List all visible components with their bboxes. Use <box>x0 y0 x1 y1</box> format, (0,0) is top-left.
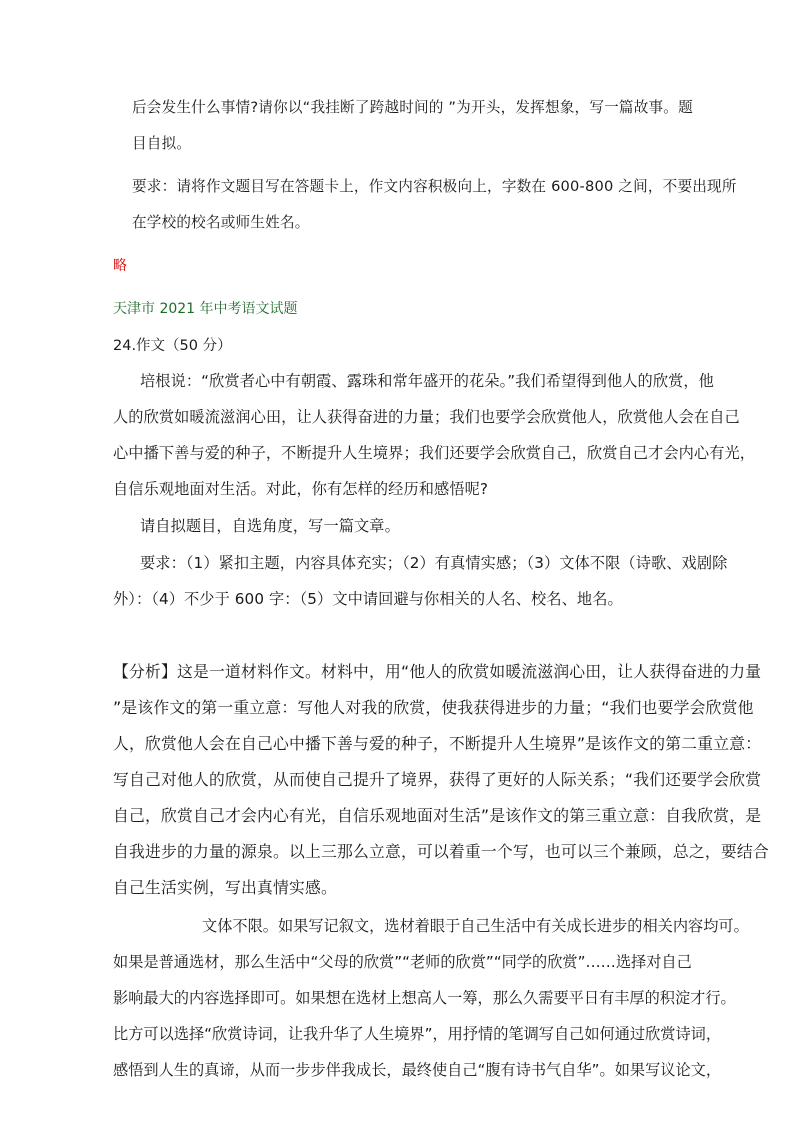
question-body-line-1: 培根说：“欣赏者心中有朝霞、露珠和常年盛开的花朵。”我们希望得到他人的欣赏，他 <box>140 372 714 390</box>
prompt-requirement-line-1: 要求：请将作文题目写在答题卡上，作文内容积极向上，字数在 600-800 之间，不要出现所 <box>132 178 737 195</box>
analysis-line-5: 自己，欣赏自己才会内心有光，自信乐观地面对生活”是该作文的第三重立意：自我欣赏，是 <box>113 806 762 825</box>
guidance-line-2: 如果是普通选材，那么生活中“父母的欣赏”“老师的欣赏”“同学的欣赏”……选择对自己 <box>113 953 692 971</box>
prompt-line-1: 后会发生什么事情?请你以“我挂断了跨越时间的 ”为开头，发挥想象，写一篇故事。题 <box>132 99 693 116</box>
question-body-line-4: 自信乐观地面对生活。对此，你有怎样的经历和感悟呢? <box>113 480 489 498</box>
analysis-text: 这是一道材料作文。材料中，用“他人的欣赏如暖流滋润心田，让人获得奋进的力量 <box>177 662 762 681</box>
analysis-label: 【分析】 <box>113 662 177 681</box>
analysis-line-3: 人，欣赏他人会在自己心中播下善与爱的种子，不断提升人生境界”是该作文的第二重立意： <box>113 734 762 753</box>
guidance-line-5: 感悟到人生的真谛，从而一步步伴我成长，最终使自己“腹有诗书气自华”。如果写议论文， <box>113 1061 722 1079</box>
analysis-line-4: 写自己对他人的欣赏，从而使自己提升了境界，获得了更好的人际关系；“我们还要学会欣赏 <box>113 770 762 789</box>
answer-marker: 略 <box>113 258 127 274</box>
analysis-line-6: 自我进步的力量的源泉。以上三那么立意，可以着重一个写，也可以三个兼顾，总之，要结合 <box>113 842 769 861</box>
analysis-line-2: ”是该作文的第一重立意：写他人对我的欣赏，使我获得进步的力量；“我们也要学会欣赏他 <box>113 698 754 717</box>
question-body-line-2: 人的欣赏如暖流滋润心田，让人获得奋进的力量；我们也要学会欣赏他人，欣赏他人会在自己 <box>113 408 740 426</box>
guidance-line-3: 影响最大的内容选择即可。如果想在选材上想高人一筹，那么久需要平日有丰厚的积淀才行。 <box>113 989 736 1007</box>
question-body-line-7: 外）：（4）不少于 600 字：（5）文中请回避与你相关的人名、校名、地名。 <box>113 590 623 608</box>
section-title: 天津市 2021 年中考语文试题 <box>113 301 298 317</box>
question-body-line-5: 请自拟题目，自选角度，写一篇文章。 <box>140 517 400 535</box>
question-number: 24.作文（50 分） <box>113 338 232 354</box>
question-body-line-6: 要求：（1）紧扣主题，内容具体充实；（2）有真情实感；（3）文体不限（诗歌、戏剧除 <box>140 554 728 572</box>
prompt-line-2: 目自拟。 <box>132 135 192 152</box>
analysis-line-1 <box>113 664 761 680</box>
prompt-requirement-line-2: 在学校的校名或师生姓名。 <box>132 214 310 231</box>
guidance-line-1: 文体不限。如果写记叙文，选材着眼于自己生活中有关成长进步的相关内容均可。 <box>202 917 749 935</box>
guidance-line-4: 比方可以选择“欣赏诗词，让我升华了人生境界”，用抒情的笔调写自己如何通过欣赏诗词， <box>113 1025 722 1043</box>
question-body-line-3: 心中播下善与爱的种子，不断提升人生境界；我们还要学会欣赏自己，欣赏自己才会内心有光， <box>113 444 756 462</box>
analysis-line-7: 自己生活实例，写出真情实感。 <box>113 878 337 897</box>
